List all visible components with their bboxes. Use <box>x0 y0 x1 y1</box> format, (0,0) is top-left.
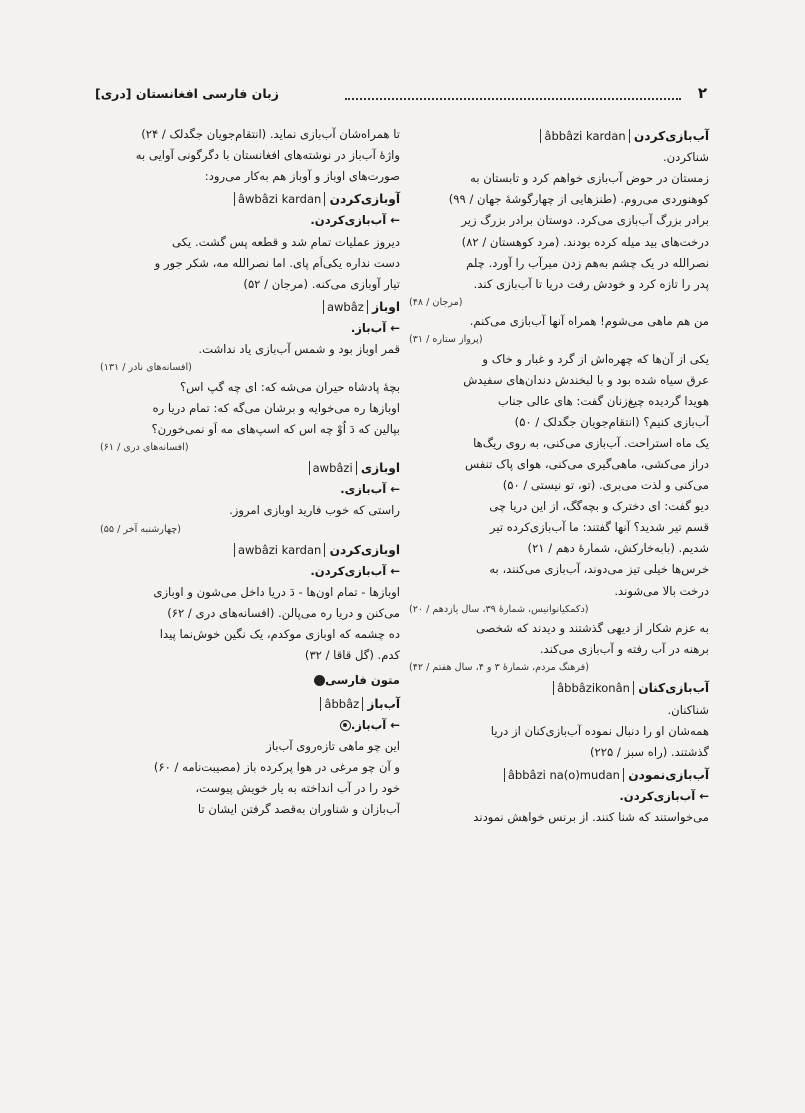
page-number: ۲ <box>697 84 707 102</box>
text-line: برادر بزرگ آب‌بازی می‌کرد. دوستان برادر بزرگ زیر <box>461 213 709 228</box>
transliteration: âbbâzi na(o)mudan <box>504 768 624 782</box>
text-line: هویدا گردیده چیغ‌زنان گفت: های عالی جناب <box>497 393 709 408</box>
text-line: من هم ماهی می‌شوم! همراه آنها آب‌بازی می‌کنم. <box>469 314 709 329</box>
text-line: دراز می‌کشی، ماهی‌گیری می‌کنی، هوای پاک تنفس <box>464 457 709 472</box>
text-line: کوهنوردی می‌روم. (طنزهایی از چهارگوشهٔ جهان / ۹۹) <box>448 192 709 207</box>
text-line: همه‌شان او را دنبال نموده آب‌بازی‌کنان از دریا <box>490 723 709 738</box>
text-line: نصرالله در یک چشم به‌هم زدن میرآب را آورد. چلم <box>466 255 709 270</box>
transliteration: awbâzi kardan <box>234 543 325 557</box>
circle-dot-icon <box>340 720 351 731</box>
text-line: برهنه در آب رفته و آب‌بازی می‌کند. <box>539 642 709 657</box>
text-line: اوبازها - تمام اون‌ها - دَ دریا داخل می‌شون و اوبازی <box>153 585 400 600</box>
transliteration: âbbâz <box>320 697 363 711</box>
cross-reference: ← آب‌باز. <box>100 715 400 736</box>
text-line: دیو گفت: ای دخترک و بچه‌گگ، از این دریا چی <box>489 499 709 514</box>
text-line: گذشتند. (راه سبز / ۲۲۵) <box>590 744 709 759</box>
text-line: تا همراه‌شان آب‌بازی نماید. (انتقام‌جویان جگدلک / ۲۴) <box>141 127 400 141</box>
citation-source: (افسانه‌های نادر / ۱۳۱) <box>100 362 192 374</box>
text-line: به عزم شکار از دیهی گذشتند و دیدند که شخصی <box>475 620 709 635</box>
transliteration: âbbâzi kardan <box>540 129 629 143</box>
text-line: می‌خواستند که شنا کنند. از برنس خواهش نمودند <box>473 810 709 825</box>
transliteration: awbâz <box>323 300 368 314</box>
bullet-icon <box>314 675 325 686</box>
text-line: و آن چو مرغی در هوا پرکرده باز (مصیبت‌نامه / ۶۰) <box>153 759 400 774</box>
headword-entry <box>100 188 400 210</box>
headword: آب‌بازی‌کنان <box>638 681 709 696</box>
headword-entry <box>100 296 400 318</box>
headword: اوباز <box>372 299 400 314</box>
text-line: آب‌بازان و شناوران به‌قصد گرفتن ایشان تا <box>197 802 400 817</box>
text-line: بچهٔ پادشاه حیران می‌شه که: ای چه گپ اس؟ <box>179 379 400 394</box>
headword: آب‌باز <box>367 696 400 711</box>
headword: اوبازی <box>360 461 400 476</box>
citation-source: (فرهنگ مردم، شمارهٔ ۳ و ۴، سال هفتم / ۴۲) <box>409 662 589 674</box>
text-line: شناکردن. <box>662 150 709 165</box>
text-line: قمر اوباز بود و شمس آب‌بازی یاد نداشت. <box>198 342 400 357</box>
text-line: پدر را تازه کرد و خودش رفت دریا تا آب‌بازی کند. <box>473 276 709 291</box>
right-column <box>409 124 709 828</box>
headword-entry <box>409 764 709 786</box>
text-line: این چو ماهی تازه‌روی آب‌باز <box>266 738 400 753</box>
text-line: می‌کنن و دریا ره می‌پالن. (افسانه‌های دری / ۶۲) <box>167 606 400 621</box>
text-line: بپالین که دَ اُوْ چه اس که اسپ‌های مه اَو نمی‌خورن؟ <box>151 421 400 436</box>
text-line: آب‌بازی کنیم؟ (انتقام‌جویان جگدلک / ۵۰) <box>514 414 709 429</box>
text-line: درخت بالا می‌شوند. <box>614 583 709 598</box>
text-line: راستی که خوب فارید اوبازی امروز. <box>229 503 400 518</box>
headword-entry <box>100 539 400 561</box>
text-line: کدم. (گل قاقا / ۳۲) <box>304 648 400 663</box>
headword: اوبازی‌کردن <box>329 542 400 557</box>
citation-source: (افسانه‌های دری / ۶۱) <box>100 441 189 453</box>
citation-source: (چهارشنبه آخر / ۵۵) <box>100 523 181 535</box>
headword-entry <box>100 457 400 479</box>
page-header <box>95 84 707 108</box>
citation-source: (دکمکیانوانیس، شمارهٔ ۳۹، سال یازدهم / ۲۰) <box>409 603 589 615</box>
header-dotted-leader <box>345 98 681 100</box>
headword-entry <box>100 693 400 715</box>
text-line: زمستان در حوض آب‌بازی خواهم کرد و تابستان به <box>470 171 709 186</box>
text-line: خود را در آب انداخته به یار خویش پیوست، <box>195 781 400 796</box>
cross-reference: ← آب‌بازی‌کردن. <box>619 789 709 804</box>
cross-reference: ← آب‌بازی‌کردن. <box>310 564 400 579</box>
section-heading <box>100 670 400 691</box>
citation-source: (پرواز ستاره / ۳۱) <box>409 334 483 346</box>
citation-source: (مرجان / ۴۸) <box>409 296 463 308</box>
text-line: ده چشمه که اوبازی موکدم، یک نگین خوش‌نما پیدا <box>159 627 400 642</box>
transliteration: âwbâzi kardan <box>234 192 325 206</box>
text-line: درخت‌های بید میله کرده بودند. (مرد کوهستان / ۸۲) <box>461 234 709 249</box>
text-line: صورت‌های اوباز و آوباز هم به‌کار می‌رود: <box>204 169 400 184</box>
headword: آوبازی‌کردن <box>329 192 400 207</box>
headword: آب‌بازی‌نمودن <box>628 767 709 782</box>
headword: آب‌بازی‌کردن <box>633 129 709 143</box>
transliteration: âbbâzikonân <box>553 681 634 695</box>
headword-entry <box>409 125 709 147</box>
text-line: خرس‌ها خیلی تیز می‌دوند، آب‌بازی می‌کنند، به <box>489 562 709 577</box>
text-line: دیروز عملیات تمام شد و قطعه پس گشت. یکی <box>171 234 400 249</box>
text-line: یکی از آن‌ها که چهره‌اش از گرد و غبار و خاک و <box>482 351 709 366</box>
text-line: عرق سیاه شده بود و با لبخندش دندان‌های سفیدش <box>463 372 709 387</box>
text-line: می‌کنی و لذت می‌بری. (تو، تو نیستی / ۵۰) <box>502 478 709 493</box>
cross-reference: ← آب‌بازی. <box>340 482 400 497</box>
headword-entry <box>409 677 709 699</box>
text-line: شناکنان. <box>667 702 709 717</box>
text-line: تیار آوبازی می‌کنه. (مرجان / ۵۲) <box>243 276 400 291</box>
text-line: شدیم. (بابه‌خارکش، شمارهٔ دهم / ۲۱) <box>527 541 709 556</box>
left-column <box>100 124 400 820</box>
section-heading-text: متون فارسی <box>325 673 400 688</box>
text-line: اوبازها ره می‌خوایه و برشان می‌گه که: تمام دریا ره <box>152 400 400 415</box>
text-line: یک ماه استراحت. آب‌بازی می‌کنی، به روی ریگ‌ها <box>473 435 709 450</box>
text-line: واژهٔ آب‌باز در نوشته‌های افغانستان با دگرگونی آوایی به <box>135 148 400 163</box>
cross-reference: ← آب‌باز. <box>350 321 400 336</box>
transliteration: awbâzi <box>309 461 357 475</box>
cross-reference: ← آب‌بازی‌کردن. <box>310 213 400 228</box>
text-line: قسم تیر شدید؟ آنها گفتند: ما آب‌بازی‌کرده تیر <box>489 520 709 535</box>
text-line: دست نداره یکی‌اَم پای. اما نصرالله مه، شکر جور و <box>154 255 400 270</box>
running-title: زبان فارسی افغانستان [دری] <box>95 86 279 101</box>
